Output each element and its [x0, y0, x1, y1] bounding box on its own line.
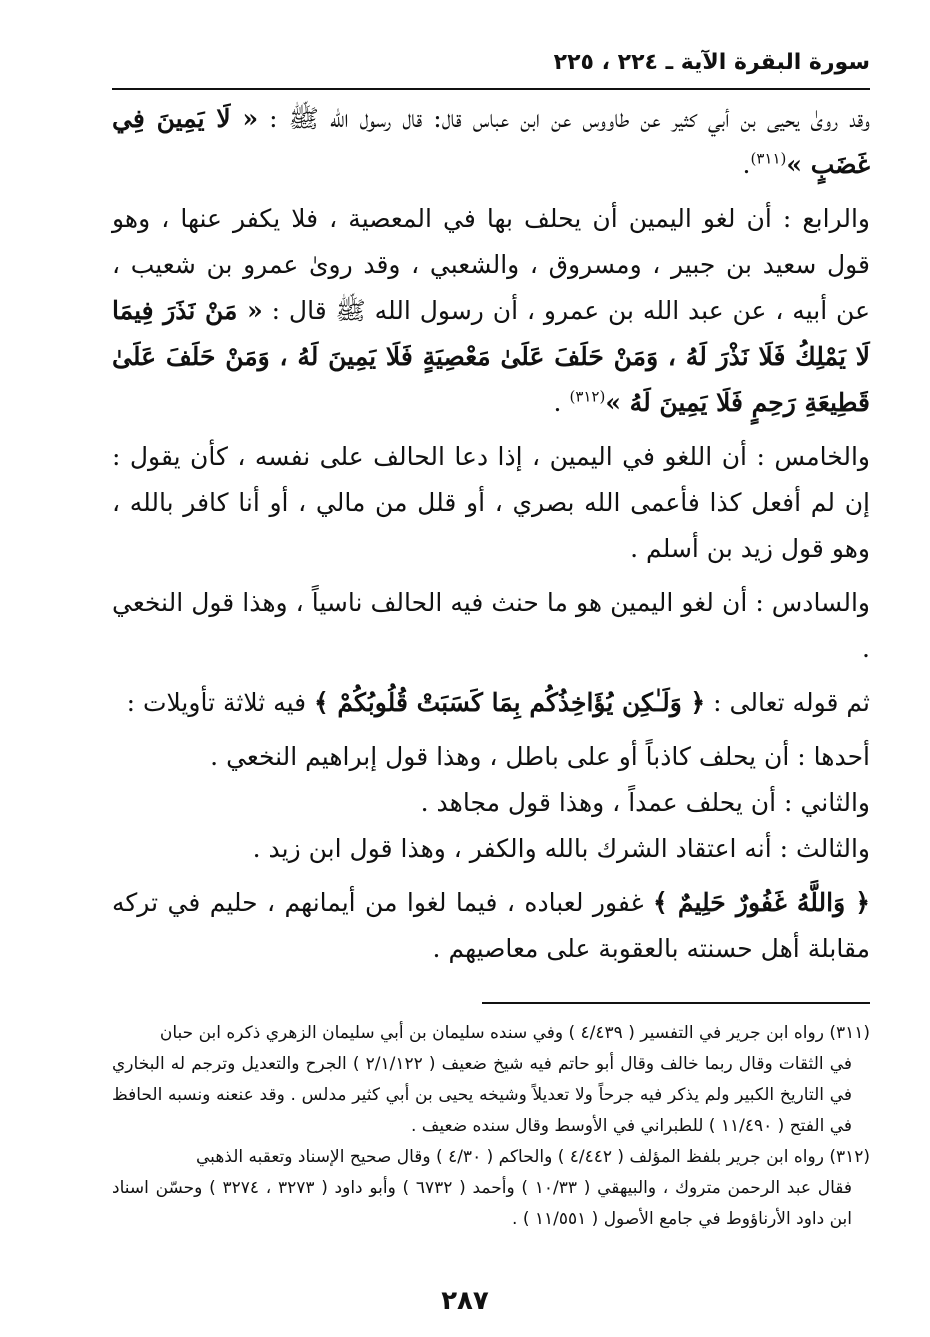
footnote-separator: [482, 1002, 870, 1004]
paragraph-fifth: والخامس : أن اللغو في اليمين ، إذا دعا الحالف على نفسه ، كأن يقول : إن لم أفعل كذا فأعمى الله بصري ، أو قلل من مالي ، أو أنا كافر بالله ، وهو قول زيد بن أسلم .: [112, 442, 870, 563]
paragraph-closing: [112, 880, 870, 972]
paragraph-fourth: [112, 196, 870, 426]
interpretation-first: أحدها : أن يحلف كاذباً أو على باطل ، وهذا قول إبراهيم النخعي .: [210, 742, 870, 771]
paragraph-sixth: والسادس : أن لغو اليمين هو ما حنث فيه الحالف ناسياً ، وهذا قول النخعي .: [112, 588, 870, 663]
paragraph-ibn-abbas: [112, 96, 870, 188]
text: ثم قوله تعالى :: [705, 688, 870, 717]
header-title: سورة البقرة الآية ـ ٢٢٤ ، ٢٢٥: [553, 50, 870, 75]
text: غفور لعباده ، فيما لغوا من أيمانهم ، حليم في تركه مقابلة أهل حسنته بالعقوبة على معاصيهم .: [112, 888, 870, 963]
running-header: [112, 48, 870, 90]
footnote-311: (٣١١) رواه ابن جرير في التفسير ( ٤/٤٣٩ ) وفي سنده سليمان بن أبي سليمان الزهري ذكره ابن حبان: [159, 1023, 870, 1043]
text: .: [553, 388, 570, 417]
text: .: [742, 150, 751, 179]
quran-quote: ﴿ وَلَـٰكِن يُؤَاخِذُكُم بِمَا كَسَبَتْ قُلُوبُكُمْ ﴾: [314, 688, 706, 717]
interpretation-second: والثاني : أن يحلف عمداً ، وهذا قول مجاهد .: [420, 788, 870, 817]
page-number: ٢٨٧: [441, 1286, 489, 1316]
footnote-312-continued: فقال عبد الرحمن متروك ، والبيهقي ( ١٠/٣٣ ) وأحمد ( ٦٧٣٢ ) وأبو داود ( ٣٢٧٣ ، ٣٢٧٤ ) وحسّن اسناد ابن داود الأرناؤوط في جامع الأصول ( ١١/٥٥١ ) .: [112, 1178, 852, 1229]
hadith-quote: « لَا يَمِينَ فِي غَضَبٍ »: [112, 104, 870, 179]
text: والرابع : أن لغو اليمين أن يحلف بها في المعصية ، فلا يكفر عنها ، وهو قول سعيد بن جبير ، ومسروق ، والشعبي ، وقد روىٰ عمرو بن شعيب ، عن أبيه ، عن عبد الله بن عمرو ، أن رسول الله ﷺ قال :: [112, 204, 870, 325]
footnotes: [112, 1018, 870, 1235]
footnote-312: (٣١٢) رواه ابن جرير بلفظ المؤلف ( ٤/٤٤٢ ) والحاكم ( ٤/٣٠ ) وقال صحيح الإسناد وتعقبه الذهبي: [196, 1147, 870, 1167]
quran-quote: ﴿ وَاللَّهُ غَفُورٌ حَلِيمٌ ﴾: [653, 888, 870, 917]
main-text: [112, 96, 870, 980]
paragraph-verse: [112, 680, 870, 726]
text: وقد روىٰ يحيى بن أبي كثير عن طاووس عن ابن عباس قال: قال رسول الله ﷺ :: [258, 104, 870, 133]
interpretation-third: والثالث : أنه اعتقاد الشرك بالله والكفر ، وهذا قول ابن زيد .: [252, 834, 870, 863]
footnote-311-continued: في الثقات وقال ربما خالف وقال أبو حاتم فيه شيخ ضعيف ( ٢/١/١٢٢ ) الجرح والتعديل وترجم له البخاري في التاريخ الكبير ولم يذكر فيه جرحاً ولا تعديلاً وشيخه يحيى بن أبي كثير مدلس . وقد عنعنه ونسبه الحافظ في الفتح ( ١١/٤٩٠ ) للطبراني في الأوسط وقال سنده ضعيف .: [112, 1054, 852, 1136]
text: فيه ثلاثة تأويلات :: [126, 688, 315, 717]
footnote-ref: (٣١١): [750, 149, 787, 168]
hadith-quote: « مَنْ نَذَرَ فِيمَا لَا يَمْلِكُ فَلَا نَذْرَ لَهُ ، وَمَنْ حَلَفَ عَلَىٰ مَعْصِيَةٍ فَلَا يَمِينَ لَهُ ، وَمَنْ حَلَفَ عَلَىٰ قَطِيعَةِ رَحِمٍ فَلَا يَمِينَ لَهُ »: [112, 296, 870, 417]
footnote-ref: (٣١٢): [569, 387, 606, 406]
